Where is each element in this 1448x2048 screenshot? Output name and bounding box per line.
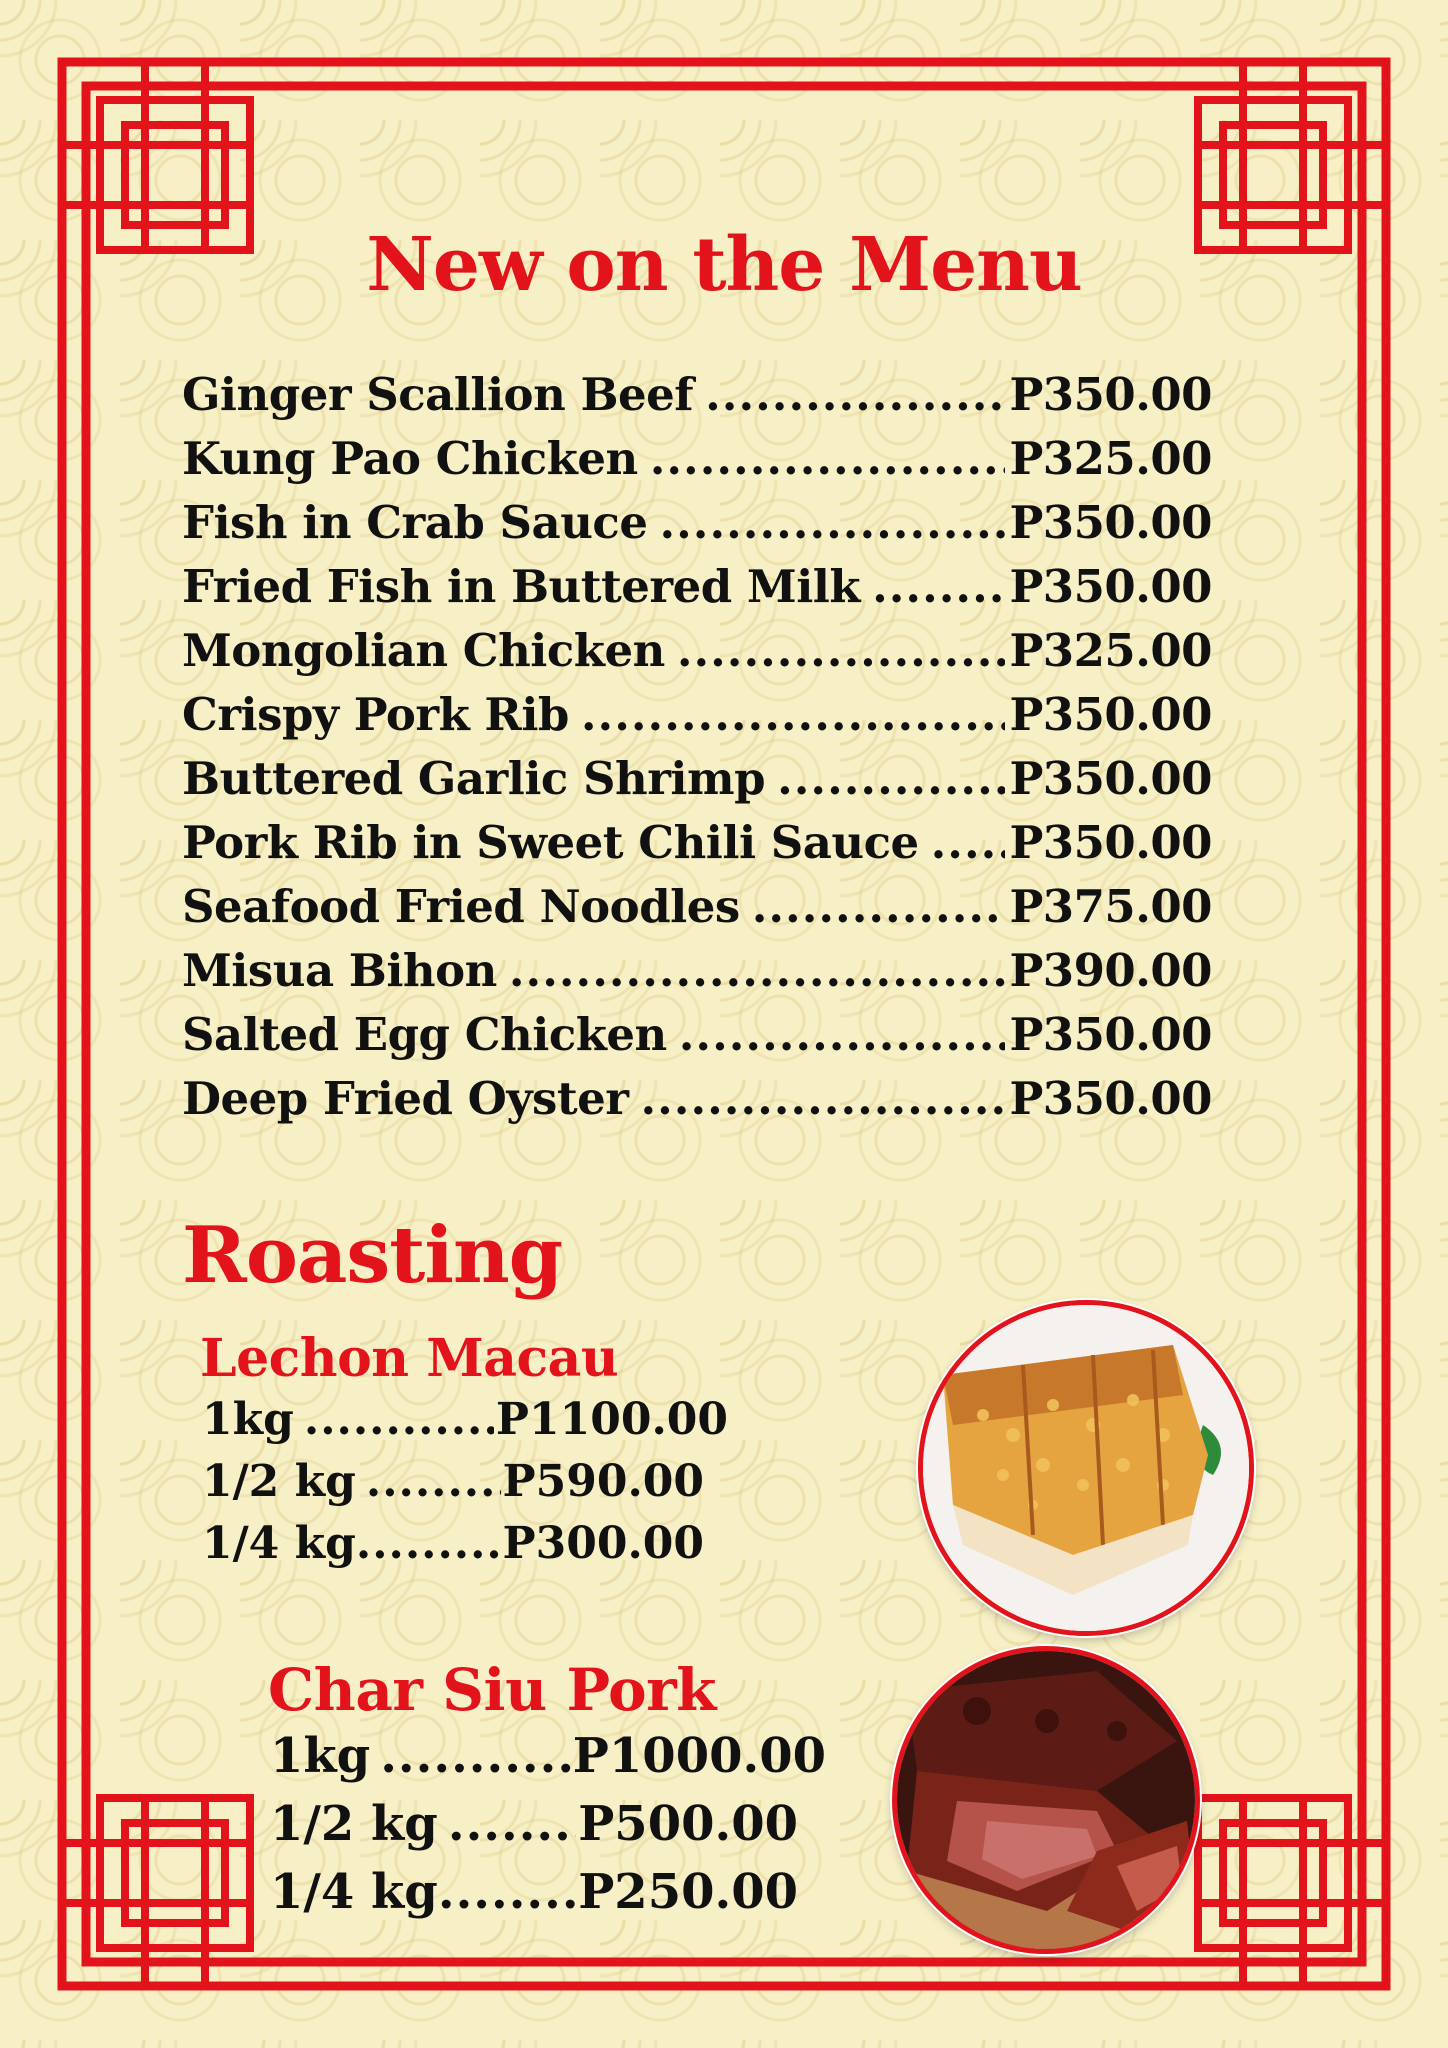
menu-item-price: P350.00: [1009, 496, 1212, 549]
size-price-row: [202, 1518, 704, 1580]
size-label: 1kg: [270, 1728, 371, 1784]
menu-item-name: Fried Fish in Buttered Milk: [182, 560, 861, 613]
menu-item-name: Deep Fried Oyster: [182, 1072, 629, 1125]
menu-item: [182, 624, 1212, 688]
size-price-row: [270, 1728, 826, 1796]
page-title: New on the Menu: [366, 222, 1082, 308]
size-label: 1kg: [202, 1394, 294, 1445]
menu-item-name: Buttered Garlic Shrimp: [182, 752, 766, 805]
menu-item: [182, 432, 1212, 496]
size-price-row: [202, 1394, 728, 1456]
dot-leader: [650, 432, 1006, 485]
roasting-heading: Roasting: [182, 1210, 563, 1301]
menu-item-price: P325.00: [1009, 432, 1212, 485]
size-price-row: [270, 1796, 798, 1864]
menu-item-price: P325.00: [1009, 624, 1212, 677]
size-price: P500.00: [578, 1796, 798, 1852]
char-siu-pork-title: Char Siu Pork: [268, 1656, 716, 1724]
lechon-macau-photo: [918, 1300, 1254, 1636]
menu-item-price: P350.00: [1009, 560, 1212, 613]
dot-leader: [752, 880, 1006, 933]
dot-leader: [777, 752, 1005, 805]
lechon-macau-prices: [202, 1394, 728, 1580]
menu-item: [182, 752, 1212, 816]
dot-leader: [679, 1008, 1006, 1061]
menu-item: [182, 368, 1212, 432]
dot-leader: [581, 688, 1006, 741]
menu-item: [182, 1072, 1212, 1136]
size-price-row: [270, 1864, 798, 1932]
char-siu-pork-photo: [892, 1646, 1200, 1954]
dot-leader: [356, 1518, 501, 1569]
size-label: 1/2 kg: [270, 1796, 438, 1852]
dot-leader: [659, 496, 1005, 549]
menu-item-price: P350.00: [1009, 1008, 1212, 1061]
size-label: 1/4 kg: [202, 1518, 356, 1569]
menu-item-price: P350.00: [1009, 752, 1212, 805]
dot-leader: [640, 1072, 1005, 1125]
menu-item-name: Misua Bihon: [182, 944, 497, 997]
size-label: 1/2 kg: [202, 1456, 356, 1507]
dot-leader: [304, 1394, 494, 1445]
menu-item-name: Mongolian Chicken: [182, 624, 665, 677]
menu-item-price: P350.00: [1009, 368, 1212, 421]
new-menu-list: [182, 368, 1212, 1136]
size-price: P590.00: [502, 1456, 704, 1507]
dot-leader: [448, 1796, 576, 1852]
menu-item-name: Salted Egg Chicken: [182, 1008, 667, 1061]
menu-item-name: Ginger Scallion Beef: [182, 368, 694, 421]
dot-leader: [438, 1864, 576, 1920]
dot-leader: [366, 1456, 501, 1507]
menu-item-price: P350.00: [1009, 1072, 1212, 1125]
menu-item: [182, 688, 1212, 752]
menu-item: [182, 496, 1212, 560]
size-price: P250.00: [578, 1864, 798, 1920]
menu-item-price: P375.00: [1009, 880, 1212, 933]
menu-item-name: Seafood Fried Noodles: [182, 880, 740, 933]
size-price: P1000.00: [572, 1728, 826, 1784]
lechon-macau-title: Lechon Macau: [200, 1328, 619, 1389]
dot-leader: [677, 624, 1006, 677]
dot-leader: [931, 816, 1006, 869]
menu-item-name: Kung Pao Chicken: [182, 432, 638, 485]
menu-item: [182, 944, 1212, 1008]
menu-item-name: Fish in Crab Sauce: [182, 496, 648, 549]
size-label: 1/4 kg: [270, 1864, 438, 1920]
menu-item-price: P350.00: [1009, 816, 1212, 869]
menu-item-price: P390.00: [1009, 944, 1212, 997]
dot-leader: [705, 368, 1005, 421]
dot-leader: [872, 560, 1005, 613]
size-price: P1100.00: [495, 1394, 728, 1445]
menu-item-name: Crispy Pork Rib: [182, 688, 569, 741]
size-price-row: [202, 1456, 704, 1518]
dot-leader: [380, 1728, 571, 1784]
menu-item-price: P350.00: [1009, 688, 1212, 741]
dot-leader: [509, 944, 1006, 997]
menu-item: [182, 880, 1212, 944]
menu-item-name: Pork Rib in Sweet Chili Sauce: [182, 816, 919, 869]
char-siu-pork-prices: [270, 1728, 826, 1932]
menu-item: [182, 1008, 1212, 1072]
menu-item: [182, 560, 1212, 624]
size-price: P300.00: [502, 1518, 704, 1569]
menu-item: [182, 816, 1212, 880]
